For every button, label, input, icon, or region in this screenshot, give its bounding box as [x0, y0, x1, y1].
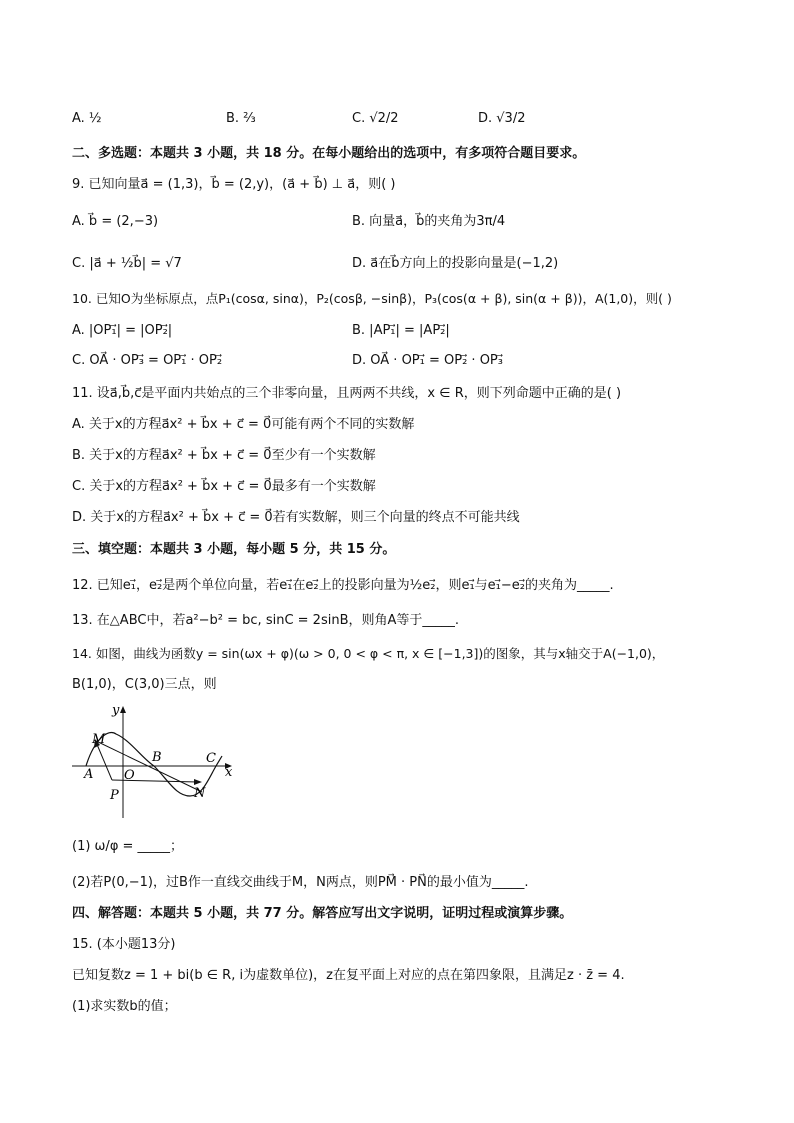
- label-y: y: [112, 703, 120, 718]
- label-b: B: [152, 750, 162, 765]
- q14-line1: 14. 如图，曲线为函数y = sin(ωx + φ)(ω > 0, 0 < φ < π, x ∈ [−1,3])的图象，其与x轴交于A(−1,0)，: [72, 646, 665, 661]
- label-o: O: [124, 768, 135, 783]
- q8-option-a: A. ½: [72, 111, 102, 126]
- q8-option-b: B. ⅔: [226, 111, 256, 126]
- q12-text: 12. 已知e₁⃗，e₂⃗是两个单位向量，若e₁⃗在e₂⃗上的投影向量为½e₂⃗，则e₁⃗与e₁⃗−e₂⃗的夹角为_____.: [72, 578, 614, 593]
- label-a: A: [84, 767, 94, 782]
- label-x: x: [225, 765, 233, 780]
- section2-header: 二、多选题：本题共 3 小题，共 18 分。在每小题给出的选项中，有多项符合题目要求。: [72, 146, 586, 161]
- q9-option-c: C. |a⃗ + ½b⃗| = √7: [72, 256, 182, 271]
- q11-stem: 11. 设a⃗,b⃗,c⃗是平面内共始点的三个非零向量，且两两不共线，x ∈ R，则下列命题中正确的是( ): [72, 386, 622, 401]
- q10-option-a: A. |OP₁⃗| = |OP₂⃗|: [72, 323, 173, 338]
- label-n: N: [194, 786, 206, 801]
- q15-title: 15. (本小题13分): [72, 937, 176, 952]
- q10-stem: 10. 已知O为坐标原点，点P₁(cosα, sinα)，P₂(cosβ, −sinβ)，P₃(cos(α + β), sin(α + β))，A(1,0)，则( ): [72, 291, 672, 306]
- section4-header: 四、解答题：本题共 5 小题，共 77 分。解答应写出文字说明，证明过程或演算步骤。: [72, 906, 573, 921]
- q14-line2: B(1,0)，C(3,0)三点，则: [72, 677, 217, 692]
- q9-option-a: A. b⃗ = (2,−3): [72, 214, 159, 229]
- q8-option-c: C. √2/2: [352, 111, 399, 126]
- vector-pn-arrow: [194, 779, 202, 785]
- q11-option-a: A. 关于x的方程a⃗x² + b⃗x + c⃗ = 0⃗可能有两个不同的实数解: [72, 417, 415, 432]
- q14-part2: (2)若P(0,−1)，过B作一直线交曲线于M，N两点，则PM⃗ · PN⃗的最小值为_____.: [72, 875, 529, 890]
- label-p: P: [110, 788, 119, 803]
- q11-option-d: D. 关于x的方程a⃗x² + b⃗x + c⃗ = 0⃗若有实数解，则三个向量的终点不可能共线: [72, 510, 520, 525]
- q14-figure: [72, 700, 242, 820]
- q10-option-d: D. OA⃗ · OP₁⃗ = OP₂⃗ · OP₃⃗: [352, 353, 503, 368]
- q11-option-b: B. 关于x的方程a⃗x² + b⃗x + c⃗ = 0⃗至少有一个实数解: [72, 448, 376, 463]
- q9-option-b: B. 向量a⃗，b⃗的夹角为3π/4: [352, 214, 506, 229]
- q11-option-c: C. 关于x的方程a⃗x² + b⃗x + c⃗ = 0⃗最多有一个实数解: [72, 479, 376, 494]
- q15-part1: (1)求实数b的值；: [72, 999, 177, 1014]
- section3-header: 三、填空题：本题共 3 小题，每小题 5 分，共 15 分。: [72, 542, 396, 557]
- y-axis-arrow: [120, 706, 126, 713]
- q14-part1: (1) ω/φ = _____；: [72, 839, 184, 854]
- q9-option-d: D. a⃗在b⃗方向上的投影向量是(−1,2): [352, 256, 559, 271]
- q15-stem: 已知复数z = 1 + bi(b ∈ R, i为虚数单位)，z在复平面上对应的点在第四象限，且满足z · z̄ = 4.: [72, 968, 625, 983]
- q8-option-d: D. √3/2: [478, 111, 526, 126]
- q10-option-c: C. OA⃗ · OP₃⃗ = OP₁⃗ · OP₂⃗: [72, 353, 223, 368]
- label-c: C: [206, 751, 216, 766]
- q9-stem: 9. 已知向量a⃗ = (1,3)，b⃗ = (2,y)，(a⃗ + b⃗) ⊥ a⃗，则( ): [72, 177, 396, 192]
- q13-text: 13. 在△ABC中，若a²−b² = bc, sinC = 2sinB，则角A等于_____.: [72, 613, 460, 628]
- label-m: M: [92, 732, 106, 747]
- q10-option-b: B. |AP₁⃗| = |AP₂⃗|: [352, 323, 450, 338]
